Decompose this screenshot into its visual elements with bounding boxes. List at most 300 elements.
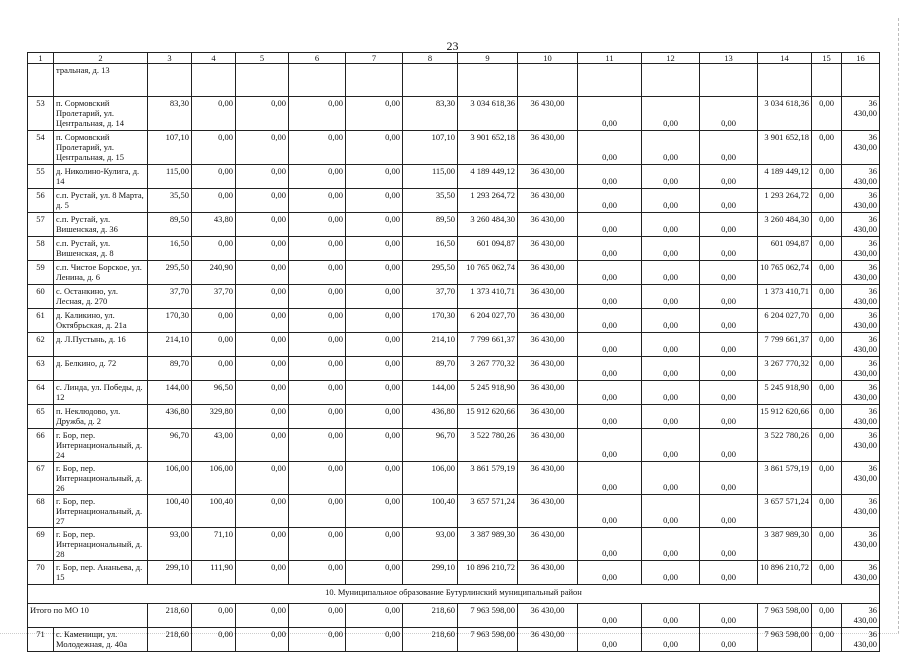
value-cell-c11: 0,00 [578, 213, 642, 237]
value-cell-c6: 0,00 [289, 237, 346, 261]
value-cell-c14: 7 963 598,00 [758, 604, 812, 628]
value-cell-c12: 0,00 [642, 131, 700, 165]
value-cell-c3: 83,30 [148, 97, 192, 131]
value-cell-c4: 0,00 [192, 604, 236, 628]
value-cell-c3: 89,50 [148, 213, 192, 237]
value-cell-c5: 0,00 [236, 405, 289, 429]
value-cell-c12: 0,00 [642, 604, 700, 628]
value-cell-c4: 0,00 [192, 309, 236, 333]
value-cell-c13: 0,00 [700, 604, 758, 628]
col-header: 1 [28, 53, 54, 64]
col-header: 5 [236, 53, 289, 64]
value-cell-c8: 83,30 [403, 97, 458, 131]
value-cell-c8: 100,40 [403, 495, 458, 528]
value-cell-c3: 115,00 [148, 165, 192, 189]
value-cell-c16: 36 430,00 [842, 213, 880, 237]
value-cell-c6: 0,00 [289, 462, 346, 495]
value-cell-c10: 36 430,00 [518, 604, 578, 628]
value-cell-c11: 0,00 [578, 381, 642, 405]
address-cell: п. Сормовский Пролетарий, ул. Центральная, д. 14 [54, 97, 148, 131]
value-cell-c14: 1 373 410,71 [758, 285, 812, 309]
value-cell-c8: 107,10 [403, 131, 458, 165]
value-cell-c6: 0,00 [289, 381, 346, 405]
value-cell-c14: 601 094,87 [758, 237, 812, 261]
row-number-cell: 66 [28, 429, 54, 462]
col-header: 12 [642, 53, 700, 64]
table-row [28, 285, 880, 309]
value-cell-c7: 0,00 [346, 462, 403, 495]
value-cell-c9: 3 034 618,36 [458, 97, 518, 131]
value-cell-c12: 0,00 [642, 213, 700, 237]
value-cell-c7: 0,00 [346, 495, 403, 528]
value-cell-c11: 0,00 [578, 97, 642, 131]
value-cell-c12: 0,00 [642, 561, 700, 585]
value-cell-c15: 0,00 [812, 189, 842, 213]
col-header: 4 [192, 53, 236, 64]
value-cell-c15: 0,00 [812, 261, 842, 285]
value-cell-c11: 0,00 [578, 165, 642, 189]
row-number-cell: 67 [28, 462, 54, 495]
row-number-cell: 68 [28, 495, 54, 528]
value-cell-c9: 3 267 770,32 [458, 357, 518, 381]
value-cell-c8: 93,00 [403, 528, 458, 561]
address-cell: д. Л.Пустынь, д. 16 [54, 333, 148, 357]
value-cell-c3: 106,00 [148, 462, 192, 495]
value-cell-c9: 5 245 918,90 [458, 381, 518, 405]
value-cell-c6: 0,00 [289, 604, 346, 628]
value-cell-c11: 0,00 [578, 285, 642, 309]
value-cell-c13: 0,00 [700, 213, 758, 237]
value-cell-c7: 0,00 [346, 357, 403, 381]
row-number-cell: 71 [28, 628, 54, 652]
address-cell: с.п. Чистое Борское, ул. Ленина, д. 6 [54, 261, 148, 285]
value-cell-c12: 0,00 [642, 189, 700, 213]
value-cell-c8: 35,50 [403, 189, 458, 213]
col-header: 8 [403, 53, 458, 64]
value-cell-c5: 0,00 [236, 604, 289, 628]
value-cell-c7: 0,00 [346, 131, 403, 165]
value-cell-c5: 0,00 [236, 97, 289, 131]
value-cell-c13: 0,00 [700, 165, 758, 189]
value-cell-c15: 0,00 [812, 628, 842, 652]
value-cell-c12: 0,00 [642, 462, 700, 495]
value-cell-c8: 295,50 [403, 261, 458, 285]
value-cell-c10: 36 430,00 [518, 528, 578, 561]
value-cell-c11: 0,00 [578, 604, 642, 628]
value-cell-c9: 4 189 449,12 [458, 165, 518, 189]
value-cell-c9: 3 522 780,26 [458, 429, 518, 462]
row-number-cell: 65 [28, 405, 54, 429]
value-cell-c5: 0,00 [236, 528, 289, 561]
value-cell-c3: 35,50 [148, 189, 192, 213]
value-cell-c3: 170,30 [148, 309, 192, 333]
value-cell-c10: 36 430,00 [518, 237, 578, 261]
value-cell-c16: 36 430,00 [842, 333, 880, 357]
value-cell-c9: 3 260 484,30 [458, 213, 518, 237]
row-number-cell: 70 [28, 561, 54, 585]
value-cell-c3: 144,00 [148, 381, 192, 405]
value-cell-c15: 0,00 [812, 165, 842, 189]
value-cell-c4: 106,00 [192, 462, 236, 495]
value-cell-c10: 36 430,00 [518, 285, 578, 309]
value-cell-c14: 5 245 918,90 [758, 381, 812, 405]
value-cell-c10: 36 430,00 [518, 97, 578, 131]
value-cell-c11: 0,00 [578, 528, 642, 561]
table-row [28, 495, 880, 528]
col-header: 11 [578, 53, 642, 64]
value-cell-c7: 0,00 [346, 628, 403, 652]
value-cell-c15: 0,00 [812, 604, 842, 628]
value-cell-c8: 214,10 [403, 333, 458, 357]
value-cell-c6: 0,00 [289, 333, 346, 357]
value-cell-c5: 0,00 [236, 261, 289, 285]
value-cell-c14: 3 522 780,26 [758, 429, 812, 462]
row-number-cell: 61 [28, 309, 54, 333]
value-cell-c13: 0,00 [700, 285, 758, 309]
value-cell-c10: 36 430,00 [518, 628, 578, 652]
row-number-cell: 63 [28, 357, 54, 381]
total-row [28, 604, 880, 628]
value-cell-c9: 10 765 062,74 [458, 261, 518, 285]
continued-row [28, 64, 880, 97]
address-cell: г. Бор, пер. Интернациональный, д. 26 [54, 462, 148, 495]
value-cell-c14: 4 189 449,12 [758, 165, 812, 189]
section-heading-row [28, 585, 880, 604]
row-number-cell: 59 [28, 261, 54, 285]
value-cell-c4: 71,10 [192, 528, 236, 561]
value-cell-c13: 0,00 [700, 261, 758, 285]
value-cell-c12: 0,00 [642, 381, 700, 405]
value-cell-c4: 96,50 [192, 381, 236, 405]
value-cell-c16: 36 430,00 [842, 462, 880, 495]
address-cell: д. Белкино, д. 72 [54, 357, 148, 381]
value-cell-c3: 218,60 [148, 628, 192, 652]
value-cell-c15: 0,00 [812, 495, 842, 528]
value-cell-c8: 89,50 [403, 213, 458, 237]
value-cell-c8: 218,60 [403, 628, 458, 652]
value-cell-c11: 0,00 [578, 357, 642, 381]
value-cell-c12: 0,00 [642, 285, 700, 309]
housing-program-table [27, 52, 880, 652]
value-cell-c4: 37,70 [192, 285, 236, 309]
value-cell-c16: 36 430,00 [842, 189, 880, 213]
value-cell-c5: 0,00 [236, 561, 289, 585]
value-cell-c16: 36 430,00 [842, 165, 880, 189]
table-body [28, 53, 880, 652]
value-cell-c15: 0,00 [812, 381, 842, 405]
value-cell-c8: 436,80 [403, 405, 458, 429]
row-number-cell: 55 [28, 165, 54, 189]
section-title: 10. Муниципальное образование Бутурлинский муниципальный район [28, 585, 880, 604]
value-cell-c4: 111,90 [192, 561, 236, 585]
col-header: 14 [758, 53, 812, 64]
address-cell: с.п. Рустай, ул. Вишенская, д. 8 [54, 237, 148, 261]
value-cell-c4: 0,00 [192, 131, 236, 165]
table-row [28, 97, 880, 131]
col-header: 10 [518, 53, 578, 64]
value-cell-c4: 0,00 [192, 189, 236, 213]
address-cell: с. Каменищи, ул. Молодежная, д. 40а [54, 628, 148, 652]
value-cell-c6: 0,00 [289, 495, 346, 528]
value-cell-c7: 0,00 [346, 97, 403, 131]
value-cell-c3: 218,60 [148, 604, 192, 628]
col-header: 7 [346, 53, 403, 64]
value-cell-c16: 36 430,00 [842, 405, 880, 429]
value-cell-c6: 0,00 [289, 261, 346, 285]
value-cell-c6: 0,00 [289, 405, 346, 429]
table-row [28, 165, 880, 189]
value-cell-c14: 10 765 062,74 [758, 261, 812, 285]
value-cell-c9: 3 657 571,24 [458, 495, 518, 528]
value-cell-c15: 0,00 [812, 285, 842, 309]
value-cell-c4: 329,80 [192, 405, 236, 429]
value-cell-c11: 0,00 [578, 405, 642, 429]
value-cell-c15: 0,00 [812, 528, 842, 561]
value-cell-c4: 0,00 [192, 628, 236, 652]
table-row [28, 381, 880, 405]
table-row [28, 333, 880, 357]
table-row [28, 309, 880, 333]
value-cell-c5: 0,00 [236, 165, 289, 189]
row-number-cell: 60 [28, 285, 54, 309]
value-cell-c4: 43,00 [192, 429, 236, 462]
table-row [28, 237, 880, 261]
value-cell-c8: 218,60 [403, 604, 458, 628]
value-cell-c6: 0,00 [289, 628, 346, 652]
value-cell-c3: 16,50 [148, 237, 192, 261]
value-cell-c7: 0,00 [346, 405, 403, 429]
value-cell-c5: 0,00 [236, 213, 289, 237]
value-cell-c9: 7 799 661,37 [458, 333, 518, 357]
value-cell-c12: 0,00 [642, 528, 700, 561]
value-cell-c6: 0,00 [289, 357, 346, 381]
value-cell-c10: 36 430,00 [518, 381, 578, 405]
value-cell-c12: 0,00 [642, 261, 700, 285]
value-cell-c8: 16,50 [403, 237, 458, 261]
value-cell-c9: 10 896 210,72 [458, 561, 518, 585]
address-cell: г. Бор, пер. Интернациональный, д. 27 [54, 495, 148, 528]
value-cell-c14: 3 901 652,18 [758, 131, 812, 165]
value-cell-c3: 100,40 [148, 495, 192, 528]
value-cell-c16: 36 430,00 [842, 285, 880, 309]
value-cell-c12: 0,00 [642, 97, 700, 131]
value-cell-c13: 0,00 [700, 237, 758, 261]
column-number-row [28, 53, 880, 64]
value-cell-c5: 0,00 [236, 495, 289, 528]
value-cell-c13: 0,00 [700, 528, 758, 561]
value-cell-c9: 1 293 264,72 [458, 189, 518, 213]
value-cell-c3: 89,70 [148, 357, 192, 381]
value-cell-c11: 0,00 [578, 261, 642, 285]
value-cell-c4: 0,00 [192, 357, 236, 381]
value-cell-c6: 0,00 [289, 189, 346, 213]
value-cell-c14: 15 912 620,66 [758, 405, 812, 429]
value-cell-c14: 1 293 264,72 [758, 189, 812, 213]
value-cell-c13: 0,00 [700, 357, 758, 381]
row-number-cell: 69 [28, 528, 54, 561]
row-number-cell: 64 [28, 381, 54, 405]
value-cell-c7: 0,00 [346, 381, 403, 405]
address-cell: с. Останкино, ул. Лесная, д. 270 [54, 285, 148, 309]
value-cell-c7: 0,00 [346, 165, 403, 189]
value-cell-c13: 0,00 [700, 462, 758, 495]
col-header: 9 [458, 53, 518, 64]
table-row [28, 462, 880, 495]
value-cell-c12: 0,00 [642, 309, 700, 333]
value-cell-c3: 37,70 [148, 285, 192, 309]
value-cell-c15: 0,00 [812, 333, 842, 357]
value-cell-c11: 0,00 [578, 628, 642, 652]
value-cell-c11: 0,00 [578, 462, 642, 495]
value-cell-c9: 7 963 598,00 [458, 628, 518, 652]
address-cell: д. Николино-Кулига, д. 14 [54, 165, 148, 189]
value-cell-c15: 0,00 [812, 213, 842, 237]
value-cell-c13: 0,00 [700, 309, 758, 333]
value-cell-c5: 0,00 [236, 131, 289, 165]
value-cell-c6: 0,00 [289, 561, 346, 585]
value-cell-c16: 36 430,00 [842, 381, 880, 405]
value-cell-c15: 0,00 [812, 357, 842, 381]
value-cell-c3: 107,10 [148, 131, 192, 165]
table-row [28, 561, 880, 585]
value-cell-c11: 0,00 [578, 561, 642, 585]
table-row [28, 131, 880, 165]
value-cell-c15: 0,00 [812, 405, 842, 429]
value-cell-c12: 0,00 [642, 165, 700, 189]
row-number-cell: 58 [28, 237, 54, 261]
value-cell-c9: 3 387 989,30 [458, 528, 518, 561]
value-cell-c6: 0,00 [289, 528, 346, 561]
value-cell-c14: 7 963 598,00 [758, 628, 812, 652]
address-cell: п. Сормовский Пролетарий, ул. Центральная, д. 15 [54, 131, 148, 165]
value-cell-c4: 0,00 [192, 237, 236, 261]
address-cell: с. Линда, ул. Победы, д. 12 [54, 381, 148, 405]
value-cell-c3: 436,80 [148, 405, 192, 429]
value-cell-c13: 0,00 [700, 333, 758, 357]
row-number-cell: 54 [28, 131, 54, 165]
table-row [28, 357, 880, 381]
address-cell: с.п. Рустай, ул. 8 Марта, д. 5 [54, 189, 148, 213]
value-cell-c12: 0,00 [642, 495, 700, 528]
value-cell-c14: 3 657 571,24 [758, 495, 812, 528]
value-cell-c16: 36 430,00 [842, 131, 880, 165]
value-cell-c12: 0,00 [642, 357, 700, 381]
value-cell-c6: 0,00 [289, 429, 346, 462]
col-header: 16 [842, 53, 880, 64]
value-cell-c13: 0,00 [700, 405, 758, 429]
value-cell-c10: 36 430,00 [518, 357, 578, 381]
address-cell: тральная, д. 13 [54, 64, 148, 97]
row-number-cell: 53 [28, 97, 54, 131]
value-cell-c14: 10 896 210,72 [758, 561, 812, 585]
value-cell-c15: 0,00 [812, 462, 842, 495]
value-cell-c5: 0,00 [236, 285, 289, 309]
col-header: 6 [289, 53, 346, 64]
value-cell-c4: 0,00 [192, 97, 236, 131]
value-cell-c15: 0,00 [812, 309, 842, 333]
value-cell-c5: 0,00 [236, 628, 289, 652]
row-number-cell: 62 [28, 333, 54, 357]
value-cell-c16: 36 430,00 [842, 561, 880, 585]
value-cell-c7: 0,00 [346, 333, 403, 357]
value-cell-c16: 36 430,00 [842, 237, 880, 261]
table-row [28, 429, 880, 462]
value-cell-c11: 0,00 [578, 237, 642, 261]
value-cell-c6: 0,00 [289, 165, 346, 189]
value-cell-c10: 36 430,00 [518, 561, 578, 585]
value-cell-c13: 0,00 [700, 429, 758, 462]
value-cell-c10: 36 430,00 [518, 165, 578, 189]
value-cell-c13: 0,00 [700, 628, 758, 652]
value-cell-c7: 0,00 [346, 213, 403, 237]
page-edge-right [898, 18, 899, 634]
value-cell-c11: 0,00 [578, 189, 642, 213]
value-cell-c11: 0,00 [578, 333, 642, 357]
value-cell-c10: 36 430,00 [518, 333, 578, 357]
value-cell-c4: 0,00 [192, 165, 236, 189]
value-cell-c9: 601 094,87 [458, 237, 518, 261]
value-cell-c4: 240,90 [192, 261, 236, 285]
value-cell-c10: 36 430,00 [518, 309, 578, 333]
value-cell-c5: 0,00 [236, 462, 289, 495]
value-cell-c7: 0,00 [346, 261, 403, 285]
value-cell-c8: 96,70 [403, 429, 458, 462]
value-cell-c7: 0,00 [346, 429, 403, 462]
address-cell: г. Бор, пер. Интернациональный, д. 28 [54, 528, 148, 561]
value-cell-c3: 295,50 [148, 261, 192, 285]
page-number: 23 [446, 39, 459, 53]
col-header: 13 [700, 53, 758, 64]
value-cell-c10: 36 430,00 [518, 213, 578, 237]
total-label-cell: Итого по МО 10 [28, 604, 148, 628]
value-cell-c7: 0,00 [346, 189, 403, 213]
value-cell-c15: 0,00 [812, 97, 842, 131]
value-cell-c16: 36 430,00 [842, 309, 880, 333]
table-row [28, 528, 880, 561]
value-cell-c9: 6 204 027,70 [458, 309, 518, 333]
value-cell-c7: 0,00 [346, 528, 403, 561]
table-row [28, 189, 880, 213]
value-cell-c5: 0,00 [236, 357, 289, 381]
table-row [28, 261, 880, 285]
value-cell-c14: 7 799 661,37 [758, 333, 812, 357]
value-cell-c14: 3 034 618,36 [758, 97, 812, 131]
value-cell-c5: 0,00 [236, 381, 289, 405]
value-cell-c10: 36 430,00 [518, 189, 578, 213]
value-cell-c5: 0,00 [236, 237, 289, 261]
value-cell-c16: 36 430,00 [842, 429, 880, 462]
row-number-cell: 56 [28, 189, 54, 213]
table-row [28, 405, 880, 429]
value-cell-c16: 36 430,00 [842, 97, 880, 131]
value-cell-c9: 3 861 579,19 [458, 462, 518, 495]
address-cell: д. Каликино, ул. Октябрьская, д. 21а [54, 309, 148, 333]
value-cell-c13: 0,00 [700, 561, 758, 585]
value-cell-c5: 0,00 [236, 309, 289, 333]
value-cell-c6: 0,00 [289, 309, 346, 333]
address-cell: г. Бор, пер. Интернациональный, д. 24 [54, 429, 148, 462]
value-cell-c8: 144,00 [403, 381, 458, 405]
value-cell-c6: 0,00 [289, 97, 346, 131]
value-cell-c8: 170,30 [403, 309, 458, 333]
value-cell-c12: 0,00 [642, 237, 700, 261]
value-cell-c7: 0,00 [346, 561, 403, 585]
address-cell: г. Бор, пер. Ананьева, д. 15 [54, 561, 148, 585]
value-cell-c10: 36 430,00 [518, 261, 578, 285]
value-cell-c4: 100,40 [192, 495, 236, 528]
value-cell-c8: 89,70 [403, 357, 458, 381]
value-cell-c13: 0,00 [700, 381, 758, 405]
